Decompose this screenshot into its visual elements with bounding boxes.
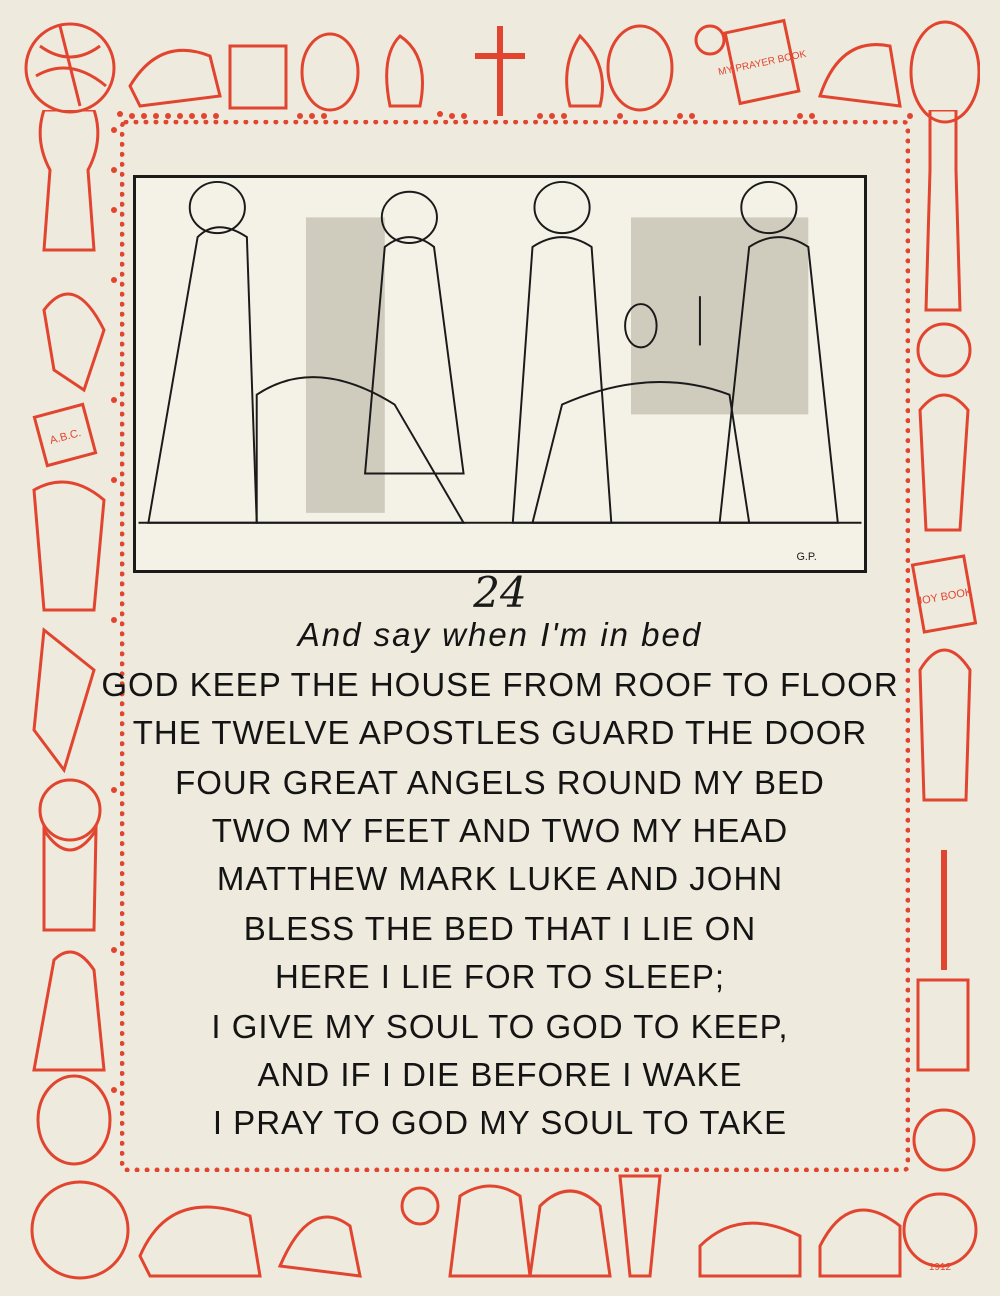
verse-line-10: AND IF I DIE BEFORE I WAKE bbox=[257, 1056, 743, 1093]
lion-icon bbox=[820, 45, 900, 106]
drum-stand-icon bbox=[620, 1176, 660, 1276]
artist-signature: G.P. bbox=[796, 551, 817, 564]
flower-icon bbox=[696, 26, 724, 54]
verse-line-4: FOUR GREAT ANGELS ROUND MY BED bbox=[175, 764, 825, 801]
lamb-icon bbox=[130, 50, 220, 106]
elephant-icon bbox=[140, 1207, 260, 1276]
verse-line-5: TWO MY FEET AND TWO MY HEAD bbox=[211, 812, 789, 849]
doll-icon bbox=[40, 110, 98, 250]
picture-icon bbox=[230, 46, 286, 108]
verse-line-8: HERE I LIE FOR TO SLEEP; bbox=[274, 958, 726, 995]
verse-line-11: I PRAY TO GOD MY SOUL TO TAKE bbox=[212, 1104, 788, 1141]
verse-line-1: And say when I'm in bed bbox=[297, 616, 703, 653]
top-book-label: MY PRAYER BOOK bbox=[717, 48, 808, 79]
dog-icon bbox=[44, 294, 104, 390]
golliwog-icon bbox=[530, 1191, 610, 1276]
verse-line-3: THE TWELVE APOSTLES GUARD THE DOOR bbox=[132, 714, 868, 751]
oval-medal-icon bbox=[911, 22, 979, 122]
top-border bbox=[20, 6, 980, 124]
verse-line-2: GOD KEEP THE HOUSE FROM ROOF TO FLOOR bbox=[101, 666, 899, 703]
right-book-label: JOY BOOK bbox=[915, 586, 974, 608]
verse-line-9: I GIVE MY SOUL TO GOD TO KEEP, bbox=[211, 1008, 789, 1045]
verse-line-7: BLESS THE BED THAT I LIE ON bbox=[243, 910, 757, 947]
ball-icon bbox=[32, 1182, 128, 1278]
page-number: 24 bbox=[473, 568, 527, 617]
bottom-border bbox=[20, 1166, 980, 1290]
drum-icon bbox=[918, 324, 970, 376]
crucifix-icon bbox=[475, 26, 525, 116]
fox-icon bbox=[920, 395, 968, 530]
medallion-icon bbox=[608, 26, 672, 110]
bottom-coin-label: 1912 bbox=[928, 1262, 952, 1273]
coin-icon bbox=[904, 1194, 976, 1266]
toy-soldier-icon bbox=[926, 110, 960, 310]
verse-line-6: MATTHEW MARK LUKE AND JOHN bbox=[216, 860, 784, 897]
folding-screen-icon bbox=[306, 217, 385, 512]
pig-icon bbox=[700, 1223, 800, 1276]
saints-illustration bbox=[133, 175, 867, 573]
camel-icon bbox=[820, 1210, 900, 1276]
left-block-label: A.B.C. bbox=[48, 427, 83, 447]
madonna-icon bbox=[387, 36, 423, 106]
donkey-icon bbox=[280, 1217, 360, 1276]
rattle-icon bbox=[402, 1188, 438, 1224]
child-saint-icon bbox=[567, 36, 603, 106]
medal-icon bbox=[302, 34, 358, 110]
curtain-icon bbox=[631, 217, 808, 414]
teddy-bear-icon bbox=[450, 1186, 530, 1276]
